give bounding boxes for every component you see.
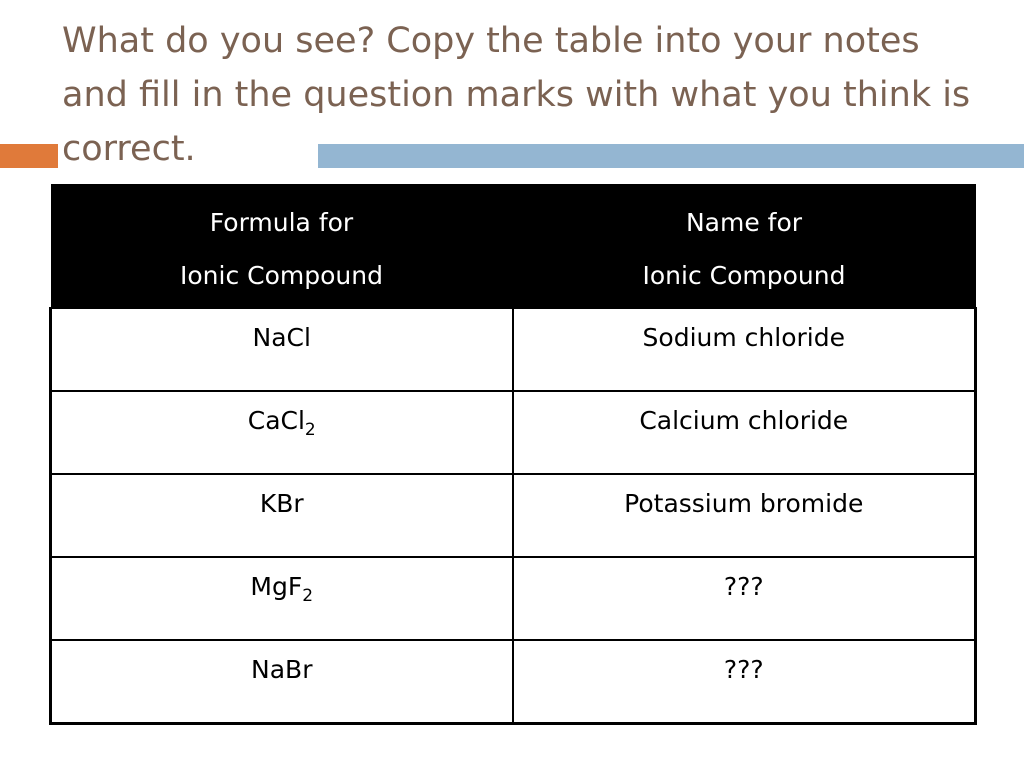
formula-text: MgF	[250, 572, 303, 601]
table-header-row	[51, 184, 976, 308]
header-formula-line1: Formula for	[209, 208, 354, 237]
table-row	[51, 308, 976, 391]
formula-cell	[51, 391, 513, 474]
formula-cell	[51, 308, 513, 391]
name-cell: Calcium chloride	[513, 391, 976, 474]
formula-text: NaCl	[252, 323, 311, 352]
ionic-compound-table	[49, 184, 977, 725]
table-row	[51, 640, 976, 723]
name-cell: ???	[513, 557, 976, 640]
formula-text: KBr	[259, 489, 304, 518]
table-row	[51, 391, 976, 474]
formula-cell	[51, 557, 513, 640]
name-cell: ???	[513, 640, 976, 723]
header-name-line2: Ionic Compound	[642, 261, 846, 290]
header-name-line1: Name for	[685, 208, 803, 237]
header-name	[513, 184, 976, 308]
formula-subscript: 2	[302, 586, 314, 606]
formula-subscript: 2	[304, 420, 316, 440]
name-cell: Potassium bromide	[513, 474, 976, 557]
table-row	[51, 557, 976, 640]
table-row	[51, 474, 976, 557]
header-formula	[51, 184, 513, 308]
formula-cell	[51, 640, 513, 723]
slide-title: What do you see? Copy the table into your notes and fill in the question marks with what you think is correct.	[62, 21, 971, 169]
accent-bar-orange	[0, 144, 58, 168]
formula-text: CaCl	[247, 406, 305, 435]
accent-bar-blue	[318, 144, 1024, 168]
header-formula-line2: Ionic Compound	[180, 261, 383, 290]
name-cell: Sodium chloride	[513, 308, 976, 391]
formula-text: NaBr	[251, 655, 313, 684]
formula-cell	[51, 474, 513, 557]
